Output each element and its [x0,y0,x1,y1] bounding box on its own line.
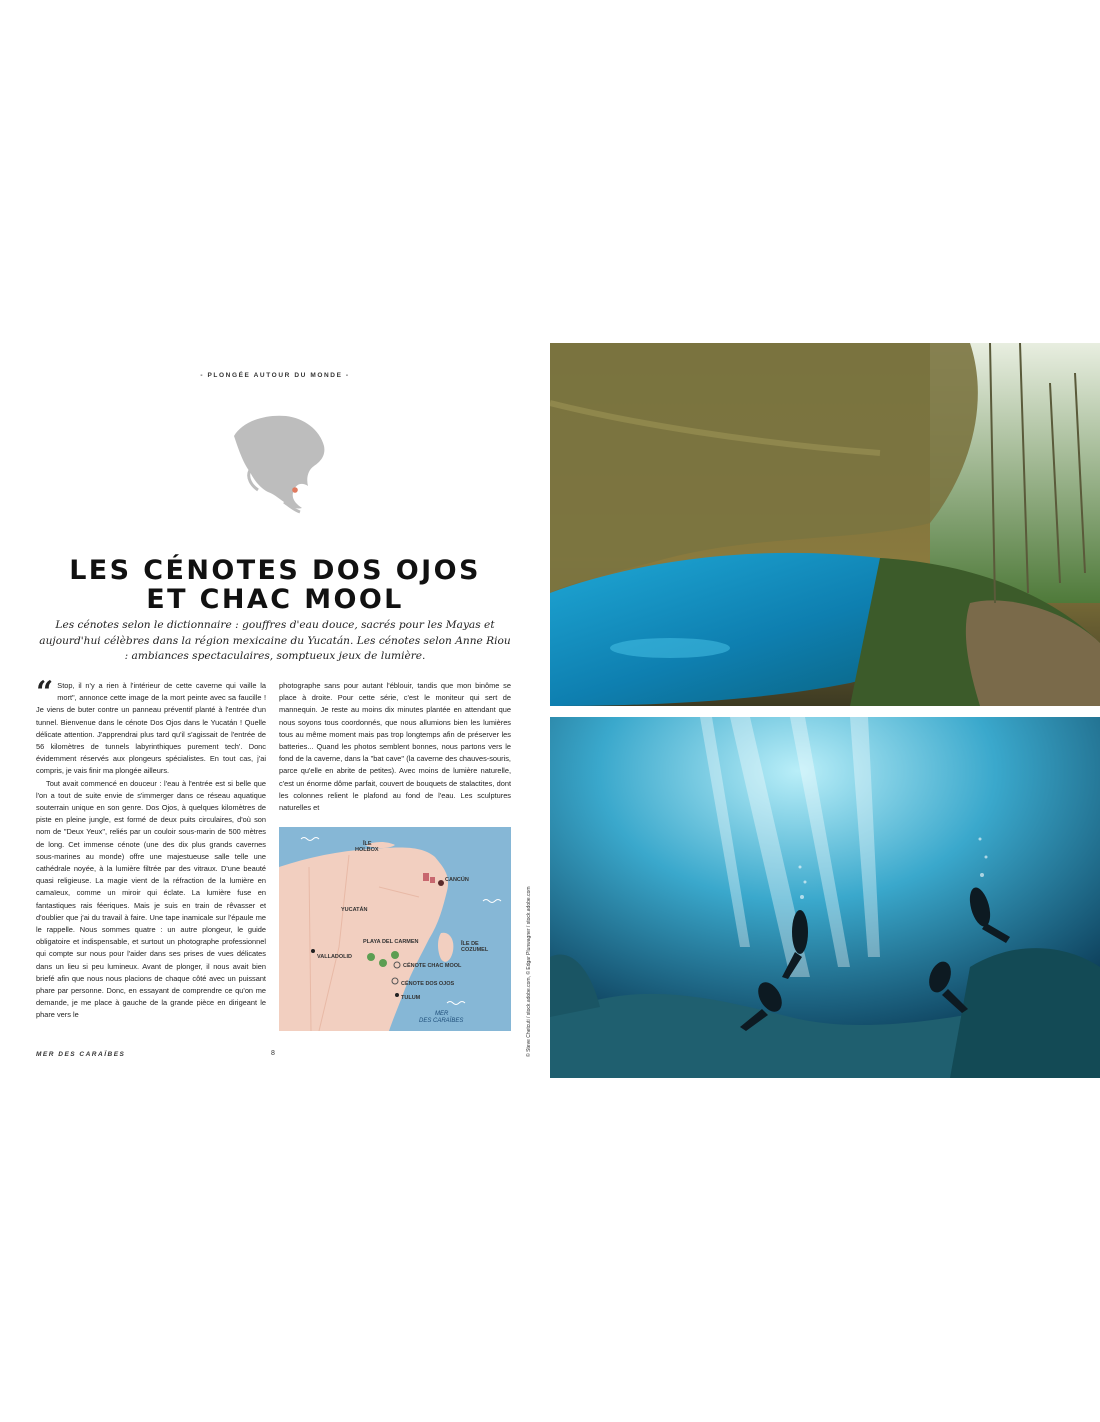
standfirst: Les cénotes selon le dictionnaire : gouffres d'eau douce, sacrés pour les Mayas et aujourd'hui célèbres dans la région mexicaine du Yucatán. Les cénotes selon Anne Riou : ambiances spectaculaires, somptueux jeux de lumière. [39,619,511,663]
map-label-holbox: ÎLE HOLBOX [355,841,379,853]
title-line-2: ET CHAC MOOL [146,584,404,615]
body-paragraph: “ Stop, il n'y a rien à l'intérieur de cette caverne qui vaille la mort", annonce cette image de la mort peinte avec sa faucille ! Je viens de buter contre un panneau préventif planté à l'entrée d'un tunnel. Bienvenue dans le cénote Dos Ojos dans le Yucatán ! Quelle délicate attention. J'apprendrai plus tard qu'il s'agissait de l'entrée de 56 kilomètres de tunnels labyrinthiques purement tech'. Donc évidemment réservés aux plongeurs spécialistes. En tout cas, j'ai compris, je vais finir ma plongée ailleurs. [36,675,266,776]
running-head: - PLONGÉE AUTOUR DU MONDE - [200,372,350,379]
map-label-chac-mool: CÉNOTE CHAC MOOL [403,963,462,969]
body-column-right [279,680,511,814]
yucatan-map [279,827,511,1031]
north-america-locator-icon [224,408,334,520]
body-paragraph: photographe sans pour autant l'éblouir, tandis que mon binôme se place à droite. Pour cette série, c'est le moniteur qui sert de mannequin. Je reste au moins dix minutes plantée en attendant que nous soyons tous coordonnés, que nous allumions bien les lumières tous au même moment mais pas trop longtemps afin de préserver les batteries... Quand les photos semblent bonnes, nous partons vers le fond de la caverne, dans la "bat cave" (la caverne des chauves-souris, parce qu'elle en abrite de petites). Avec moins de lumière naturelle, c'est un énorme dôme parfait, couvert de bouquets de stalactites, dont les colonnes relient le plafond au fond de l'eau. Les sculptures naturelles et [279,681,511,813]
cenote-cave-photo [550,343,1100,706]
map-label-dos-ojos: CÉNOTE DOS OJOS [401,981,455,987]
drop-quote-mark: “ [36,675,54,710]
map-label-valladolid: VALLADOLID [317,954,353,960]
underwater-divers-photo [550,717,1100,1078]
map-label-playa: PLAYA DEL CARMEN [363,939,419,945]
map-label-sea: MER DES CARAÏBES [419,1011,464,1024]
title-line-1: LES CÉNOTES DOS OJOS [69,555,481,586]
body-column-left [36,675,266,1022]
map-label-cancun: CANCÚN [445,877,469,883]
page-number: 8 [271,1050,275,1057]
photo-credit: © Steve Chetcuti / stock.adobe.com, © Edgar Plunwagner / stock.adobe.com [526,886,532,1057]
article-title [30,556,520,614]
footer-section: MER DES CARAÏBES [36,1051,126,1058]
body-paragraph: Tout avait commencé en douceur : l'eau à l'entrée est si belle que l'on a tout de suite envie de s'immerger dans ce réseau aquatique souterrain unique en son genre. Dos Ojos, à quelques kilomètres de piste en pleine jungle, est formé de deux puits circulaires, d'où son nom de "Deux Yeux", reliés par un couloir sous-marin de 500 mètres de long. Cet immense cénote (une des dix plus grands cavernes sous-marines au monde) offre une majestueuse salle telle une cathédrale noyée, à la lumière filtrée par des vitraux. D'une beauté quasi religieuse. La magie vient de la réfraction de la lumière en camaïeux, comme un miroir qui éclate. La lumière fuse en fantastiques rais féeriques. Mais je suis en train de rêvasser et d'oublier que j'ai du travail à faire. Une tape inamicale sur l'épaule me le rappelle. Nous sommes quatre : un autre plongeur, le guide obligatoire et indispensable, et surtout un photographe professionnel qui compte sur nous pour l'aider dans ses prises de vues délicates dans un lieu si peu lumineux. Avant de plonger, il nous avait bien briefé afin que nous nous placions de chaque côté avec un puissant phare par personne. Donc, en essayant de comprendre ce qu'on me demande, je me place à gauche de la grande pièce en dirigeant le phare vers le [36,778,266,1020]
map-label-cozumel: ÎLE DE COZUMEL [461,941,489,953]
map-label-yucatan: YUCATÁN [341,907,368,913]
map-label-tulum: TULUM [401,995,421,1001]
